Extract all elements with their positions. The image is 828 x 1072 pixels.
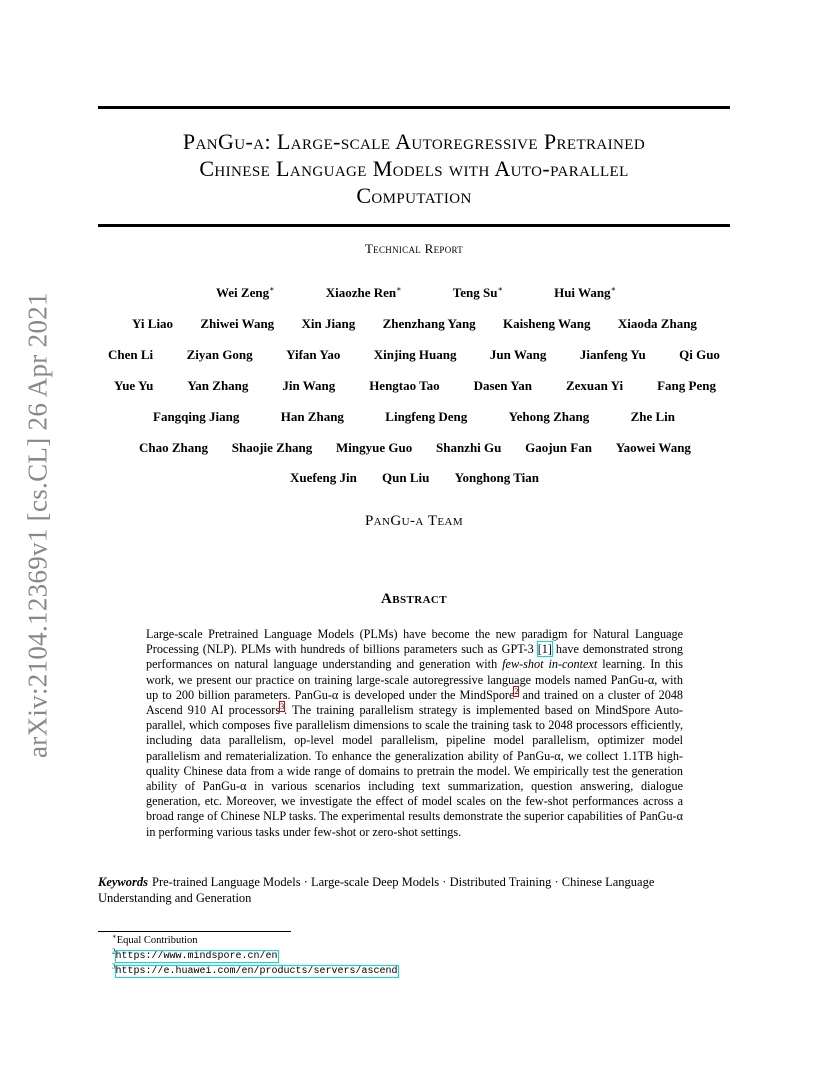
author-name: Xiaoda Zhang — [617, 316, 697, 331]
author-name: Qi Guo — [679, 347, 720, 362]
author-name: Xin Jiang — [301, 316, 356, 331]
equal-contribution-mark: ∗ — [269, 284, 275, 294]
author-name: Shaojie Zhang — [231, 440, 313, 455]
author-name: Fangqing Jiang — [153, 409, 240, 424]
abstract-text-5: . The training parallelism strategy is implemented based on MindSpore Auto-parallel, which composes five parallelism dimensions to scale the training task to 2048 processors efficiently, including data parallelism, op-level model parallelism, pipeline model parallelism, optimizer model parallelism and rematerialization. To enhance the generalization ability of PanGu-α, we collect 1.1TB high-quality Chinese data from a wide range of domains to pretrain the model. We empirically test the generation ability of PanGu-α in various scenarios including text summarization, question answering, dialogue generation, etc. Moreover, we investigate the effect of model scales on the few-shot performances across a broad range of Chinese NLP tasks. The experimental results demonstrate the superior capabilities of PanGu-α in performing various tasks under few-shot or zero-shot settings. — [146, 703, 683, 839]
footnote-3-url[interactable]: https://e.huawei.com/en/products/servers/ascend — [115, 966, 398, 977]
author-name: Han Zhang — [280, 409, 344, 424]
author-name: Ziyan Gong — [186, 347, 253, 362]
title-line-1: PanGu-α: Large-scale Autoregressive Pretrained — [182, 129, 646, 154]
author-name: Yehong Zhang — [508, 409, 590, 424]
author-name: Zhiwei Wang — [200, 316, 275, 331]
footnote-2-url[interactable]: https://www.mindspore.cn/en — [115, 950, 278, 962]
author-name: Xuefeng Jin — [290, 470, 357, 485]
keywords — [98, 875, 730, 906]
author-name: Yue Yu — [114, 378, 154, 393]
footnote-1-text: Equal Contribution — [116, 935, 198, 946]
equal-contribution-mark: ∗ — [396, 284, 402, 294]
abstract-text-4: and trained on a cluster of 2048 Ascend 910 AI processors — [146, 687, 684, 718]
author-name: Fang Peng — [657, 378, 716, 393]
author-name: Chen Li — [108, 347, 154, 362]
author-name: Xinjing Huang — [373, 347, 457, 362]
abstract-body — [146, 627, 683, 840]
footnote-1 — [112, 934, 612, 949]
abstract-heading: Abstract — [381, 591, 447, 607]
author-name: Wei Zeng∗ — [216, 284, 275, 300]
footnotes — [112, 934, 612, 980]
author-name: Teng Su∗ — [452, 284, 503, 300]
author-name: Chao Zhang — [139, 440, 208, 455]
author-name: Mingyue Guo — [336, 440, 413, 455]
author-name: Yaowei Wang — [615, 440, 691, 455]
author-name: Hengtao Tao — [369, 378, 440, 393]
author-name: Dasen Yan — [473, 378, 532, 393]
title-top-rule — [98, 106, 730, 109]
citation-link-1[interactable]: [1] — [537, 642, 552, 657]
author-row-2 — [108, 346, 720, 364]
author-row-6 — [290, 469, 539, 487]
keywords-label: Keywords — [98, 875, 148, 889]
author-name: Zexuan Yi — [565, 378, 624, 393]
author-name: Zhe Lin — [630, 409, 675, 424]
abstract-text-3: learning. In this work, we present our practice on training large-scale autoregressive language models named PanGu-α, with up to 200 billion parameters. PanGu-α is developed under the MindSpore — [146, 657, 683, 702]
footnote-3 — [112, 964, 612, 980]
author-row-1 — [132, 315, 697, 333]
author-name: Yi Liao — [132, 316, 174, 331]
author-name: Lingfeng Deng — [385, 409, 468, 424]
title-line-2: Chinese Language Models with Auto-parallel — [199, 156, 629, 181]
title-bottom-rule — [98, 224, 730, 227]
arxiv-identifier: arXiv:2104.12369v1 [cs.CL] 26 Apr 2021 — [22, 292, 53, 758]
author-name: Kaisheng Wang — [502, 316, 591, 331]
author-row-3 — [114, 377, 716, 395]
report-label: Technical Report — [364, 241, 464, 256]
footnote-rule — [98, 931, 291, 932]
equal-contribution-mark: ∗ — [610, 284, 616, 294]
author-name: Xiaozhe Ren∗ — [325, 284, 402, 300]
author-name: Zhenzhang Yang — [382, 316, 476, 331]
footnote-1-mark: ∗ — [112, 932, 117, 941]
author-row-5 — [139, 439, 691, 457]
keywords-text: Pre-trained Language Models · Large-scale Deep Models · Distributed Training · Chinese Language Understanding and Generation — [98, 875, 655, 905]
author-name: Jin Wang — [282, 378, 336, 393]
author-name: Jun Wang — [489, 347, 547, 362]
abstract-italic: few-shot in-context — [502, 657, 598, 672]
title-line-3: Computation — [356, 183, 472, 208]
paper-title — [98, 128, 730, 209]
team-name: PanGu-α Team — [364, 513, 464, 529]
footnote-2-mark: 2 — [112, 947, 116, 955]
author-name: Yifan Yao — [286, 347, 341, 362]
author-name: Hui Wang∗ — [554, 284, 616, 300]
author-name: Gaojun Fan — [525, 440, 592, 455]
abstract-text-2: have demonstrated strong performances on natural language understanding and generation with — [146, 642, 684, 672]
footnote-link-3[interactable]: 3 — [280, 701, 285, 711]
footnote-link-2[interactable]: 2 — [514, 686, 519, 696]
author-name: Yonghong Tian — [454, 470, 539, 485]
author-row-0 — [216, 284, 616, 302]
author-name: Qun Liu — [382, 470, 430, 485]
footnote-3-mark: 3 — [112, 962, 116, 971]
author-name: Jianfeng Yu — [579, 347, 646, 362]
footnote-2 — [112, 949, 612, 965]
author-name: Yan Zhang — [187, 378, 249, 393]
author-row-4 — [153, 408, 675, 426]
author-name: Shanzhi Gu — [435, 440, 502, 455]
abstract-text-1: Large-scale Pretrained Language Models (PLMs) have become the new paradigm for Natural Language Processing (NLP). PLMs with hundreds of billions parameters such as GPT-3 — [146, 627, 683, 657]
equal-contribution-mark: ∗ — [497, 284, 503, 294]
